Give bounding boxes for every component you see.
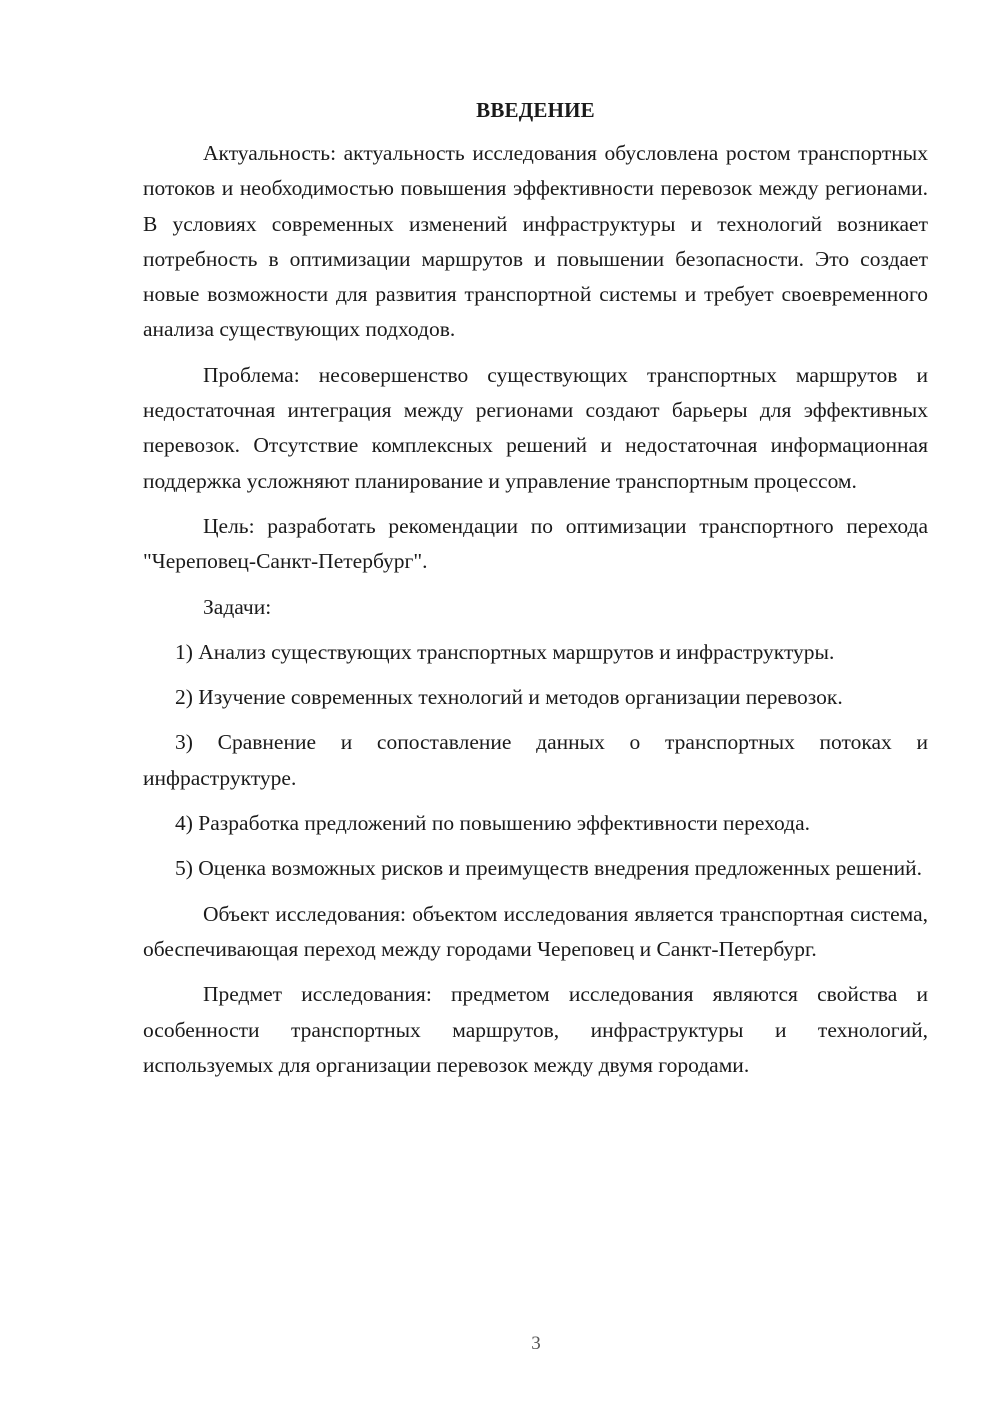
task-item-2: 2) Изучение современных технологий и методов организации перевозок.: [175, 685, 843, 710]
object-paragraph: Объект исследования: объектом исследования является транспортная система, обеспечивающая переход между городами Череповец и Санкт-Петербург.: [143, 901, 928, 961]
task-item-4: 4) Разработка предложений по повышению эффективности перехода.: [175, 811, 811, 836]
subject-paragraph: Предмет исследования: предметом исследования являются свойства и особенности транспортных маршрутов, инфраструктуры и технологий, используемых для организации перевозок между двумя городами.: [143, 982, 928, 1077]
task-item-1: 1) Анализ существующих транспортных маршрутов и инфраструктуры.: [175, 639, 835, 664]
document-page: [143, 96, 928, 1083]
relevance-paragraph: Актуальность: актуальность исследования обусловлена ростом транспортных потоков и необходимостью повышения эффективности перевозок между регионами. В условиях современных изменений инфраструктуры и технологий возникает потребность в оптимизации маршрутов и повышении безопасности. Это создает новые возможности для развития транспортной системы и требует своевременного анализа существующих подходов.: [143, 141, 928, 342]
task-item-5: 5) Оценка возможных рисков и преимуществ внедрения предложенных решений.: [175, 856, 922, 881]
section-title: ВВЕДЕНИЕ: [476, 98, 595, 122]
page-number: 3: [531, 1333, 541, 1354]
tasks-heading: Задачи:: [203, 594, 272, 619]
goal-paragraph: Цель: разработать рекомендации по оптимизации транспортного перехода "Череповец-Санкт-Петербург".: [143, 513, 928, 574]
task-item-3: 3) Сравнение и сопоставление данных о транспортных потоках и инфраструктуре.: [143, 730, 928, 790]
problem-paragraph: Проблема: несовершенство существующих транспортных маршрутов и недостаточная интеграция между регионами создают барьеры для эффективных перевозок. Отсутствие комплексных решений и недостаточная информационная поддержка усложняют планирование и управление транспортным процессом.: [143, 362, 928, 493]
